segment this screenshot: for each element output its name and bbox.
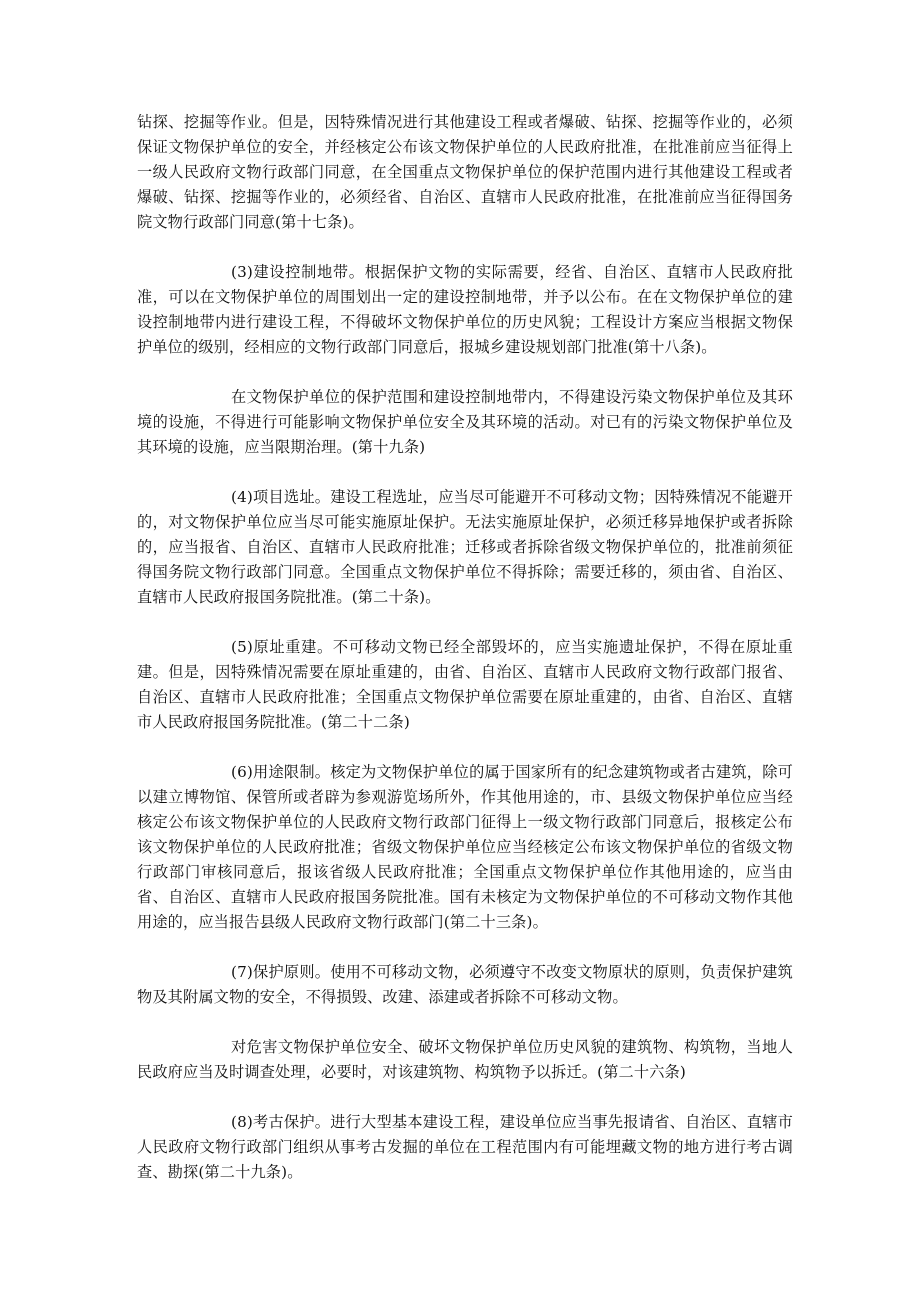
paragraph-article-26-hazardous-structures: 对危害文物保护单位安全、破坏文物保护单位历史风貌的建筑物、构筑物，当地人民政府应当及时调查处理，必要时，对该建筑物、构筑物予以拆迁。(第二十六条) — [137, 1038, 793, 1081]
document-body — [137, 110, 793, 1185]
paragraph-continuation-article-17: 钻探、挖掘等作业。但是，因特殊情况进行其他建设工程或者爆破、钻探、挖掘等作业的，必须保证文物保护单位的安全，并经核定公布该文物保护单位的人民政府批准，在批准前应当征得上一级人民政府文物行政部门同意，在全国重点文物保护单位的保护范围内进行其他建设工程或者爆破、钻探、挖掘等作业的，必须经省、自治区、直辖市人民政府批准，在批准前应当征得国务院文物行政部门同意(第十七条)。 — [137, 113, 793, 231]
paragraph-item-5-reconstruction-on-site: (5)原址重建。不可移动文物已经全部毁坏的，应当实施遗址保护，不得在原址重建。但是，因特殊情况需要在原址重建的，由省、自治区、直辖市人民政府文物行政部门报省、自治区、直辖市人民政府批准；全国重点文物保护单位需要在原址重建的，由省、自治区、直辖市人民政府报国务院批准。(第二十二条) — [137, 638, 793, 731]
paragraph-item-8-archaeological-protection: (8)考古保护。进行大型基本建设工程，建设单位应当事先报请省、自治区、直辖市人民政府文物行政部门组织从事考古发掘的单位在工程范围内有可能埋藏文物的地方进行考古调查、勘探(第二十九条)。 — [137, 1113, 793, 1181]
paragraph-item-4-project-site-selection: (4)项目选址。建设工程选址，应当尽可能避开不可移动文物；因特殊情况不能避开的，对文物保护单位应当尽可能实施原址保护。无法实施原址保护，必须迁移异地保护或者拆除的，应当报省、自治区、直辖市人民政府批准；迁移或者拆除省级文物保护单位的，批准前须征得国务院文物行政部门同意。全国重点文物保护单位不得拆除；需要迁移的，须由省、自治区、直辖市人民政府报国务院批准。(第二十条)。 — [137, 488, 793, 606]
paragraph-item-3-construction-control-zone: (3)建设控制地带。根据保护文物的实际需要，经省、自治区、直辖市人民政府批准，可以在文物保护单位的周围划出一定的建设控制地带，并予以公布。在在文物保护单位的建设控制地带内进行建设工程，不得破坏文物保护单位的历史风貌；工程设计方案应当根据文物保护单位的级别，经相应的文物行政部门同意后，报城乡建设规划部门批准(第十八条)。 — [137, 263, 793, 356]
paragraph-article-19-pollution-facilities: 在文物保护单位的保护范围和建设控制地带内，不得建设污染文物保护单位及其环境的设施，不得进行可能影响文物保护单位安全及其环境的活动。对已有的污染文物保护单位及其环境的设施，应当限期治理。(第十九条) — [137, 388, 793, 456]
paragraph-item-7-protection-principle: (7)保护原则。使用不可移动文物，必须遵守不改变文物原状的原则，负责保护建筑物及其附属文物的安全，不得损毁、改建、添建或者拆除不可移动文物。 — [137, 963, 793, 1006]
paragraph-item-6-usage-restriction: (6)用途限制。核定为文物保护单位的属于国家所有的纪念建筑物或者古建筑，除可以建立博物馆、保管所或者辟为参观游览场所外，作其他用途的，市、县级文物保护单位应当经核定公布该文物保护单位的人民政府文物行政部门征得上一级文物行政部门同意后，报核定公布该文物保护单位的人民政府批准；省级文物保护单位应当经核定公布该文物保护单位的省级文物行政部门审核同意后，报该省级人民政府批准；全国重点文物保护单位作其他用途的，应当由省、自治区、直辖市人民政府报国务院批准。国有未核定为文物保护单位的不可移动文物作其他用途的，应当报告县级人民政府文物行政部门(第二十三条)。 — [137, 763, 793, 931]
